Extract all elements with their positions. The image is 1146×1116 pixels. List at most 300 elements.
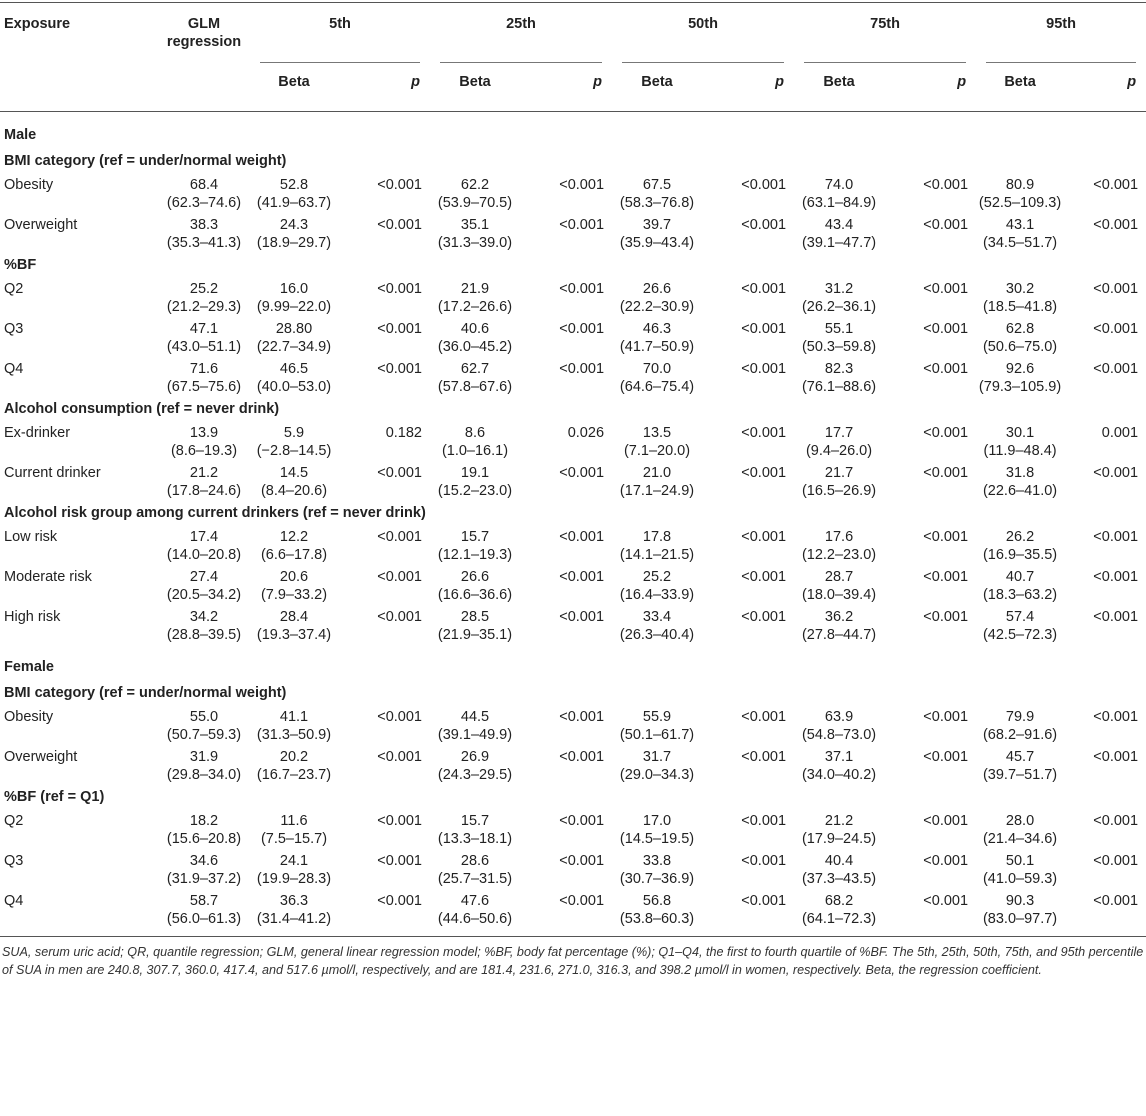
beta-ci: (6.6–17.8) <box>260 547 328 563</box>
header-beta: Beta <box>823 74 855 90</box>
glm-beta: 47.1 <box>189 321 219 337</box>
beta-cell <box>612 318 702 358</box>
beta-value: 26.9 <box>460 749 490 765</box>
p-value: <0.001 <box>741 893 787 909</box>
beta-ci: (13.3–18.1) <box>437 831 513 847</box>
beta-value: 21.7 <box>824 465 854 481</box>
beta-ci: (53.9–70.5) <box>437 195 513 211</box>
beta-ci: (35.9–43.4) <box>619 235 695 251</box>
p-value: <0.001 <box>559 749 605 765</box>
beta-cell <box>612 706 702 746</box>
p-value: <0.001 <box>741 813 787 829</box>
beta-cell <box>976 606 1064 646</box>
glm-beta: 34.2 <box>189 609 219 625</box>
beta-value: 33.8 <box>642 853 672 869</box>
p-value: <0.001 <box>923 893 969 909</box>
beta-value: 46.3 <box>642 321 672 337</box>
header-p: p <box>593 74 603 90</box>
p-value: <0.001 <box>923 361 969 377</box>
beta-cell <box>612 214 702 254</box>
beta-cell <box>250 706 338 746</box>
glm-ci: (17.8–24.6) <box>166 483 242 499</box>
beta-cell <box>976 706 1064 746</box>
p-value: <0.001 <box>923 281 969 297</box>
beta-cell <box>430 358 520 398</box>
beta-ci: (41.9–63.7) <box>256 195 332 211</box>
beta-cell <box>612 850 702 890</box>
header-p: p <box>775 74 785 90</box>
beta-cell <box>794 174 884 214</box>
beta-ci: (41.0–59.3) <box>982 871 1058 887</box>
table-row <box>0 358 1146 398</box>
beta-cell <box>794 890 884 937</box>
header-beta: Beta <box>1004 74 1036 90</box>
table-footnote: SUA, serum uric acid; QR, quantile regression; GLM, general linear regression model; %BF, body fat percentage (%); Q1–Q4, the first to fourth quartile of %BF. The 5th, 25th, 50th, 75th, and 95th percentile of SUA in men are 240.8, 307.7, 360.0, 417.4, and 517.6 µmol/l, respectively, and are 181.4, 231.6, 271.0, 316.3, and 398.2 µmol/l in women, respectively. Beta, the regression coefficient. <box>2 945 1144 977</box>
beta-cell <box>430 890 520 937</box>
row-label: Q2 <box>4 281 24 297</box>
table-row <box>0 214 1146 254</box>
beta-ci: (22.6–41.0) <box>982 483 1058 499</box>
beta-ci: (26.3–40.4) <box>619 627 695 643</box>
row-label: Obesity <box>4 177 54 193</box>
group-row <box>0 150 1146 174</box>
beta-ci: (50.1–61.7) <box>619 727 695 743</box>
p-value: <0.001 <box>559 529 605 545</box>
beta-value: 12.2 <box>279 529 309 545</box>
p-value: <0.001 <box>923 321 969 337</box>
beta-value: 28.0 <box>1005 813 1035 829</box>
beta-value: 62.8 <box>1005 321 1035 337</box>
group-title: Alcohol consumption (ref = never drink) <box>4 401 280 417</box>
beta-value: 55.9 <box>642 709 672 725</box>
beta-ci: (−2.8–14.5) <box>256 443 332 459</box>
beta-cell <box>430 526 520 566</box>
beta-value: 36.2 <box>824 609 854 625</box>
p-value: <0.001 <box>923 425 969 441</box>
p-value: <0.001 <box>1093 709 1139 725</box>
beta-ci: (37.3–43.5) <box>801 871 877 887</box>
glm-cell <box>158 318 250 358</box>
p-value: <0.001 <box>741 425 787 441</box>
header-glm-line2: regression <box>166 34 242 50</box>
beta-value: 26.2 <box>1005 529 1035 545</box>
p-value: <0.001 <box>1093 609 1139 625</box>
beta-cell <box>250 422 338 462</box>
p-value: <0.001 <box>1093 893 1139 909</box>
p-value: <0.001 <box>741 569 787 585</box>
beta-cell <box>794 810 884 850</box>
row-label: Q4 <box>4 361 24 377</box>
beta-ci: (16.9–35.5) <box>982 547 1058 563</box>
beta-value: 50.1 <box>1005 853 1035 869</box>
beta-cell <box>250 214 338 254</box>
table-row <box>0 850 1146 890</box>
glm-ci: (62.3–74.6) <box>166 195 242 211</box>
beta-value: 19.1 <box>460 465 490 481</box>
beta-ci: (18.5–41.8) <box>982 299 1058 315</box>
beta-value: 24.3 <box>279 217 309 233</box>
header-percentile: 50th <box>612 3 794 64</box>
p-value: <0.001 <box>377 853 422 869</box>
glm-cell <box>158 810 250 850</box>
beta-ci: (7.1–20.0) <box>623 443 691 459</box>
beta-cell <box>250 810 338 850</box>
p-value: <0.001 <box>923 749 969 765</box>
section-row <box>0 112 1146 151</box>
group-row <box>0 682 1146 706</box>
beta-ci: (27.8–44.7) <box>801 627 877 643</box>
group-title: BMI category (ref = under/normal weight) <box>4 153 287 169</box>
beta-ci: (9.99–22.0) <box>256 299 332 315</box>
group-title: %BF (ref = Q1) <box>4 789 105 805</box>
beta-value: 16.0 <box>279 281 309 297</box>
beta-cell <box>794 358 884 398</box>
beta-ci: (17.1–24.9) <box>619 483 695 499</box>
header-p: p <box>411 74 420 90</box>
beta-value: 28.6 <box>460 853 490 869</box>
beta-value: 28.4 <box>279 609 309 625</box>
beta-cell <box>976 890 1064 937</box>
beta-cell <box>976 810 1064 850</box>
group-title: Alcohol risk group among current drinkers (ref = never drink) <box>4 505 426 521</box>
beta-value: 36.3 <box>279 893 309 909</box>
beta-cell <box>250 358 338 398</box>
p-value: <0.001 <box>377 529 422 545</box>
beta-value: 40.4 <box>824 853 854 869</box>
beta-cell <box>794 526 884 566</box>
beta-ci: (12.2–23.0) <box>801 547 877 563</box>
beta-cell <box>430 850 520 890</box>
p-value: <0.001 <box>741 749 787 765</box>
beta-value: 57.4 <box>1005 609 1035 625</box>
p-value: <0.001 <box>559 361 605 377</box>
p-value: <0.001 <box>923 709 969 725</box>
row-label: Moderate risk <box>4 569 92 585</box>
beta-ci: (16.6–36.6) <box>437 587 513 603</box>
glm-cell <box>158 746 250 786</box>
p-value: <0.001 <box>923 569 969 585</box>
beta-value: 21.9 <box>460 281 490 297</box>
beta-value: 20.2 <box>279 749 309 765</box>
beta-ci: (42.5–72.3) <box>982 627 1058 643</box>
beta-cell <box>430 278 520 318</box>
beta-ci: (83.0–97.7) <box>982 911 1058 927</box>
beta-cell <box>430 746 520 786</box>
beta-value: 82.3 <box>824 361 854 377</box>
group-row <box>0 786 1146 810</box>
beta-cell <box>612 606 702 646</box>
beta-ci: (54.8–73.0) <box>801 727 877 743</box>
beta-cell <box>612 422 702 462</box>
p-value: 0.026 <box>567 425 605 441</box>
beta-cell <box>976 174 1064 214</box>
p-value: <0.001 <box>1093 217 1139 233</box>
beta-ci: (11.9–48.4) <box>983 443 1057 459</box>
beta-value: 31.7 <box>642 749 672 765</box>
beta-ci: (31.3–39.0) <box>437 235 513 251</box>
beta-ci: (22.2–30.9) <box>619 299 695 315</box>
beta-value: 67.5 <box>642 177 672 193</box>
row-label: High risk <box>4 609 61 625</box>
glm-cell <box>158 526 250 566</box>
beta-ci: (17.9–24.5) <box>801 831 877 847</box>
beta-cell <box>430 422 520 462</box>
glm-ci: (56.0–61.3) <box>166 911 242 927</box>
beta-cell <box>794 746 884 786</box>
beta-value: 24.1 <box>279 853 309 869</box>
beta-value: 17.8 <box>642 529 672 545</box>
p-value: <0.001 <box>559 709 605 725</box>
beta-cell <box>976 462 1064 502</box>
row-label: Ex-drinker <box>4 425 71 441</box>
glm-ci: (14.0–20.8) <box>166 547 242 563</box>
row-label: Obesity <box>4 709 54 725</box>
header-glm <box>158 3 250 112</box>
beta-cell <box>250 174 338 214</box>
row-label: Low risk <box>4 529 58 545</box>
beta-value: 92.6 <box>1005 361 1035 377</box>
beta-value: 37.1 <box>824 749 854 765</box>
table-row <box>0 422 1146 462</box>
beta-cell <box>430 214 520 254</box>
glm-ci: (50.7–59.3) <box>166 727 242 743</box>
table-body <box>0 112 1146 937</box>
beta-ci: (16.4–33.9) <box>619 587 695 603</box>
glm-beta: 55.0 <box>189 709 219 725</box>
glm-beta: 38.3 <box>189 217 219 233</box>
p-value: <0.001 <box>559 569 605 585</box>
beta-cell <box>612 810 702 850</box>
beta-cell <box>430 566 520 606</box>
p-value: <0.001 <box>377 465 422 481</box>
header-percentile: 95th <box>976 3 1146 64</box>
beta-value: 43.1 <box>1005 217 1035 233</box>
beta-ci: (19.9–28.3) <box>256 871 332 887</box>
beta-cell <box>976 526 1064 566</box>
beta-ci: (64.1–72.3) <box>801 911 877 927</box>
p-value: <0.001 <box>559 893 605 909</box>
beta-ci: (50.3–59.8) <box>801 339 877 355</box>
beta-cell <box>794 214 884 254</box>
beta-ci: (25.7–31.5) <box>437 871 513 887</box>
beta-value: 79.9 <box>1005 709 1035 725</box>
beta-cell <box>976 850 1064 890</box>
p-value: <0.001 <box>377 749 422 765</box>
beta-value: 46.5 <box>279 361 309 377</box>
glm-cell <box>158 462 250 502</box>
beta-value: 68.2 <box>824 893 854 909</box>
glm-cell <box>158 422 250 462</box>
glm-ci: (35.3–41.3) <box>166 235 242 251</box>
beta-value: 62.7 <box>460 361 490 377</box>
beta-value: 33.4 <box>642 609 672 625</box>
beta-value: 21.2 <box>824 813 854 829</box>
beta-ci: (8.4–20.6) <box>260 483 328 499</box>
beta-value: 47.6 <box>460 893 490 909</box>
glm-cell <box>158 706 250 746</box>
beta-cell <box>976 422 1064 462</box>
beta-value: 63.9 <box>824 709 854 725</box>
beta-ci: (16.7–23.7) <box>256 767 332 783</box>
p-value: <0.001 <box>559 609 605 625</box>
glm-beta: 58.7 <box>189 893 219 909</box>
beta-ci: (19.3–37.4) <box>256 627 332 643</box>
table-row <box>0 706 1146 746</box>
beta-ci: (21.4–34.6) <box>982 831 1058 847</box>
beta-value: 30.1 <box>1005 425 1035 441</box>
beta-value: 14.5 <box>279 465 309 481</box>
beta-ci: (34.5–51.7) <box>982 235 1058 251</box>
p-value: <0.001 <box>377 569 422 585</box>
glm-beta: 31.9 <box>189 749 219 765</box>
beta-ci: (39.1–47.7) <box>801 235 877 251</box>
row-label: Q2 <box>4 813 24 829</box>
beta-value: 26.6 <box>460 569 490 585</box>
p-value: <0.001 <box>1093 813 1139 829</box>
table-row <box>0 462 1146 502</box>
header-beta: Beta <box>459 74 491 90</box>
beta-cell <box>976 566 1064 606</box>
beta-ci: (44.6–50.6) <box>437 911 513 927</box>
beta-value: 31.2 <box>824 281 854 297</box>
table-row <box>0 278 1146 318</box>
group-row <box>0 502 1146 526</box>
group-row <box>0 398 1146 422</box>
p-value: <0.001 <box>559 465 605 481</box>
p-value: <0.001 <box>1093 749 1139 765</box>
row-label: Current drinker <box>4 465 101 481</box>
p-value: <0.001 <box>741 321 787 337</box>
section-title: Female <box>4 659 54 675</box>
beta-cell <box>430 462 520 502</box>
beta-cell <box>612 462 702 502</box>
glm-cell <box>158 890 250 937</box>
beta-value: 15.7 <box>460 529 490 545</box>
beta-ci: (40.0–53.0) <box>256 379 332 395</box>
p-value: <0.001 <box>741 177 787 193</box>
p-value: <0.001 <box>741 609 787 625</box>
glm-ci: (43.0–51.1) <box>166 339 242 355</box>
beta-cell <box>976 318 1064 358</box>
p-value: <0.001 <box>1093 321 1139 337</box>
glm-cell <box>158 214 250 254</box>
table-row <box>0 890 1146 937</box>
p-value: <0.001 <box>559 177 605 193</box>
beta-value: 8.6 <box>464 425 486 441</box>
beta-cell <box>794 606 884 646</box>
glm-beta: 68.4 <box>189 177 219 193</box>
beta-cell <box>250 526 338 566</box>
p-value: <0.001 <box>1093 529 1139 545</box>
p-value: <0.001 <box>923 609 969 625</box>
p-value: <0.001 <box>377 709 422 725</box>
beta-value: 20.6 <box>279 569 309 585</box>
beta-ci: (26.2–36.1) <box>801 299 877 315</box>
glm-cell <box>158 850 250 890</box>
table-row <box>0 606 1146 646</box>
beta-value: 31.8 <box>1005 465 1035 481</box>
row-label: Overweight <box>4 749 78 765</box>
beta-ci: (63.1–84.9) <box>801 195 877 211</box>
p-value: <0.001 <box>923 853 969 869</box>
beta-ci: (29.0–34.3) <box>619 767 695 783</box>
beta-ci: (76.1–88.6) <box>801 379 877 395</box>
beta-cell <box>794 850 884 890</box>
beta-value: 45.7 <box>1005 749 1035 765</box>
p-value: <0.001 <box>1093 177 1139 193</box>
p-value: <0.001 <box>741 529 787 545</box>
beta-ci: (52.5–109.3) <box>978 195 1062 211</box>
glm-beta: 21.2 <box>189 465 219 481</box>
beta-cell <box>612 890 702 937</box>
p-value: <0.001 <box>741 709 787 725</box>
beta-ci: (39.1–49.9) <box>437 727 513 743</box>
glm-ci: (15.6–20.8) <box>166 831 242 847</box>
table-row <box>0 566 1146 606</box>
glm-beta: 34.6 <box>189 853 219 869</box>
beta-ci: (36.0–45.2) <box>437 339 513 355</box>
beta-value: 30.2 <box>1005 281 1035 297</box>
beta-ci: (24.3–29.5) <box>437 767 513 783</box>
p-value: <0.001 <box>559 853 605 869</box>
section-title: Male <box>4 127 37 143</box>
beta-cell <box>794 278 884 318</box>
beta-cell <box>794 462 884 502</box>
beta-value: 80.9 <box>1005 177 1035 193</box>
beta-ci: (7.5–15.7) <box>260 831 328 847</box>
glm-beta: 25.2 <box>189 281 219 297</box>
p-value: <0.001 <box>1093 569 1139 585</box>
beta-ci: (18.3–63.2) <box>982 587 1058 603</box>
beta-value: 74.0 <box>824 177 854 193</box>
beta-value: 17.6 <box>824 529 854 545</box>
table-row <box>0 174 1146 214</box>
beta-value: 70.0 <box>642 361 672 377</box>
group-row <box>0 254 1146 278</box>
table-row <box>0 526 1146 566</box>
beta-ci: (12.1–19.3) <box>437 547 513 563</box>
beta-cell <box>794 422 884 462</box>
beta-cell <box>430 606 520 646</box>
p-value: <0.001 <box>377 813 422 829</box>
p-value: <0.001 <box>559 281 605 297</box>
beta-ci: (31.4–41.2) <box>256 911 332 927</box>
beta-ci: (68.2–91.6) <box>982 727 1058 743</box>
p-value: <0.001 <box>377 177 422 193</box>
beta-value: 15.7 <box>460 813 490 829</box>
glm-ci: (67.5–75.6) <box>166 379 242 395</box>
p-value: <0.001 <box>923 465 969 481</box>
group-title: BMI category (ref = under/normal weight) <box>4 685 287 701</box>
beta-value: 26.6 <box>642 281 672 297</box>
group-title: %BF <box>4 257 37 273</box>
beta-value: 21.0 <box>642 465 672 481</box>
beta-cell <box>976 746 1064 786</box>
beta-ci: (58.3–76.8) <box>619 195 695 211</box>
beta-cell <box>430 706 520 746</box>
beta-cell <box>430 318 520 358</box>
beta-ci: (30.7–36.9) <box>619 871 695 887</box>
beta-ci: (21.9–35.1) <box>437 627 513 643</box>
beta-value: 52.8 <box>279 177 309 193</box>
beta-ci: (9.4–26.0) <box>805 443 873 459</box>
beta-cell <box>250 746 338 786</box>
beta-ci: (39.7–51.7) <box>982 767 1058 783</box>
beta-value: 62.2 <box>460 177 490 193</box>
beta-cell <box>250 850 338 890</box>
p-value: <0.001 <box>923 177 969 193</box>
table-row <box>0 318 1146 358</box>
